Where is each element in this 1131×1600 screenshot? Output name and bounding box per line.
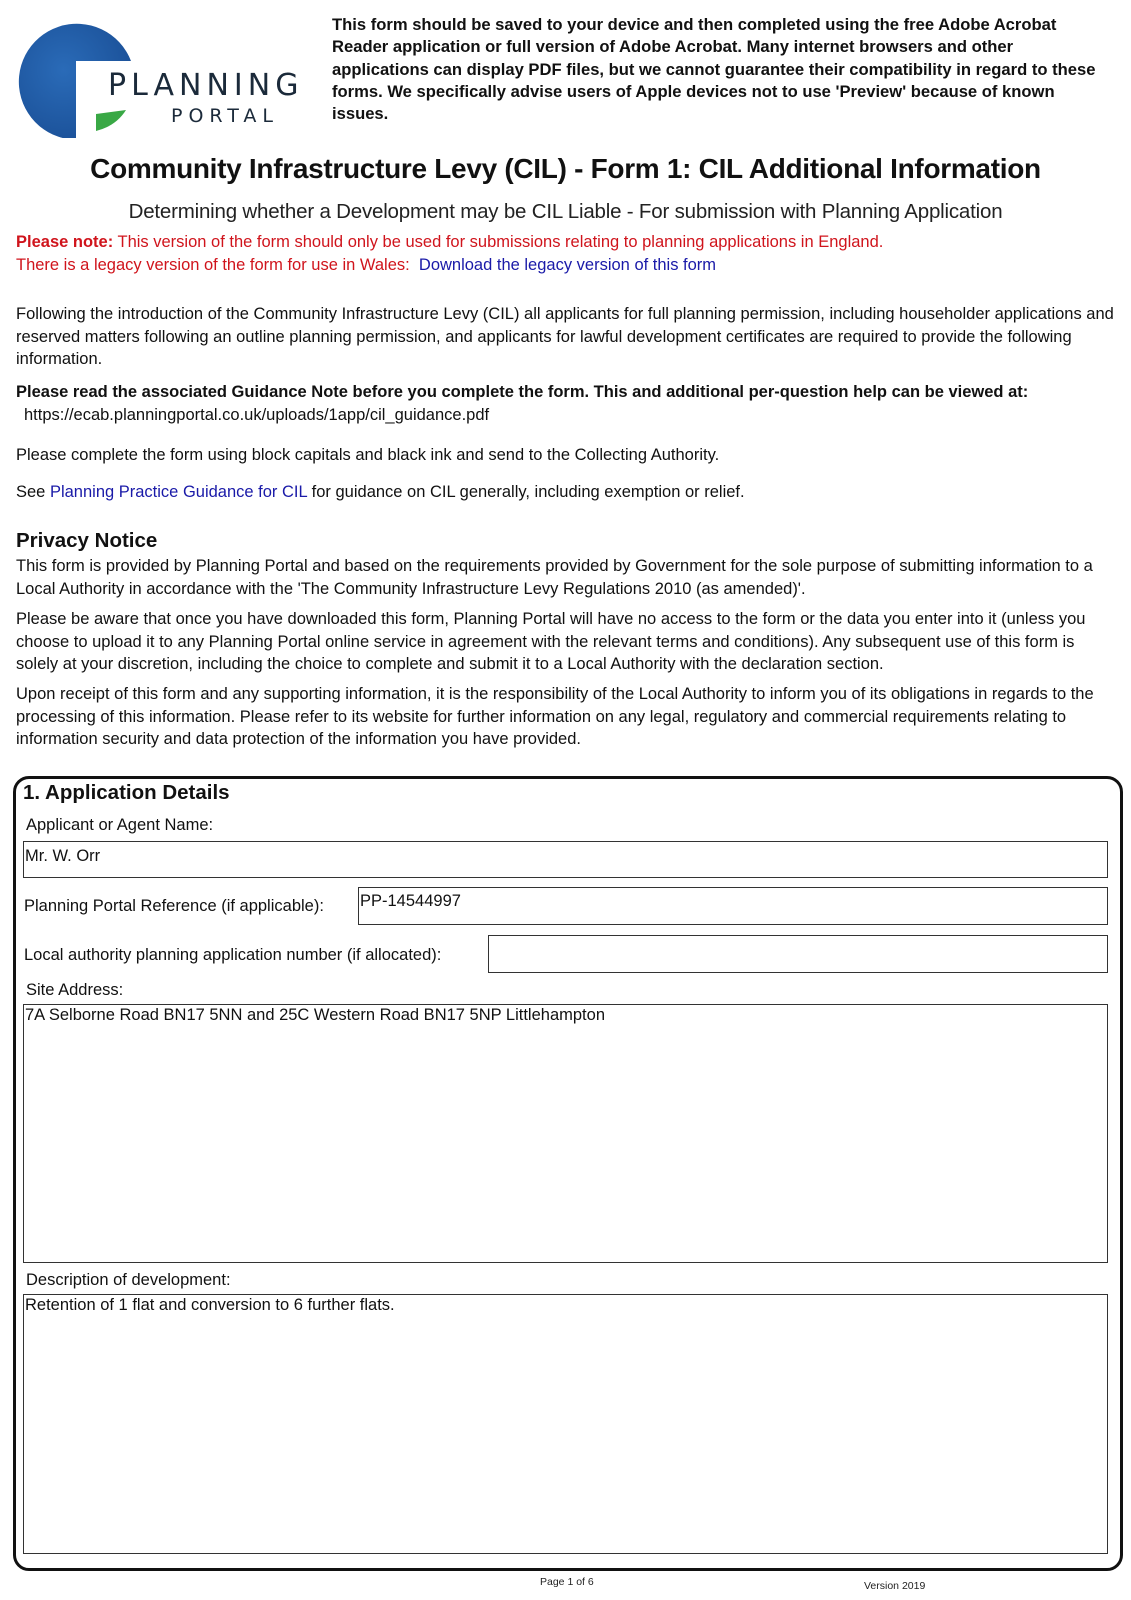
la-application-number-field[interactable] — [488, 935, 1108, 973]
wales-legacy-notice — [16, 256, 716, 275]
section-heading-application-details: 1. Application Details — [23, 781, 230, 804]
privacy-paragraph-3: Upon receipt of this form and any supporting information, it is the responsibility of the Local Authority to inform you of its obligations in regards to the processing of this information. Please refer to its website for further information on any legal, regulatory and commercial requirements relating to information security and data protection of the information you have provided. — [16, 685, 1094, 748]
page-number: Page 1 of 6 — [540, 1576, 594, 1588]
notice-text: This version of the form should only be used for submissions relating to planning applications in England. — [113, 233, 884, 251]
england-only-notice — [16, 233, 883, 252]
privacy-paragraph-1: This form is provided by Planning Portal and based on the requirements provided by Government for the sole purpose of submitting information to a Local Authority in accordance with the 'The Community Infrastructure Levy Regulations 2010 (as amended)'. — [16, 557, 1093, 598]
logo-text-planning: PLANNING — [108, 68, 304, 103]
applicant-name-label: Applicant or Agent Name: — [26, 816, 214, 834]
page-title: Community Infrastructure Levy (CIL) - Form 1: CIL Additional Information — [90, 153, 1041, 184]
description-field[interactable]: Retention of 1 flat and conversion to 6 further flats. — [23, 1294, 1108, 1554]
page-subtitle: Determining whether a Development may be CIL Liable - For submission with Planning Application — [128, 200, 1003, 223]
logo-text-portal: PORTAL — [171, 105, 279, 127]
download-legacy-link[interactable]: Download the legacy version of this form — [418, 256, 717, 274]
planning-practice-guidance-link[interactable]: Planning Practice Guidance for CIL — [49, 483, 308, 501]
description-label: Description of development: — [26, 1271, 231, 1289]
see-prefix: See — [16, 483, 50, 501]
site-address-label: Site Address: — [26, 981, 124, 999]
see-guidance-line — [16, 481, 1116, 504]
guidance-url-link[interactable]: https://ecab.planningportal.co.uk/uploads/1app/cil_guidance.pdf — [24, 406, 490, 424]
pp-reference-field[interactable]: PP-14544997 — [358, 887, 1108, 925]
applicant-name-field[interactable]: Mr. W. Orr — [23, 841, 1108, 878]
complete-instruction: Please complete the form using block capitals and black ink and send to the Collecting Authority. — [16, 446, 720, 464]
form-version: Version 2019 — [864, 1580, 926, 1592]
intro-paragraph: Following the introduction of the Community Infrastructure Levy (CIL) all applicants for full planning permission, including householder applications and reserved matters following an outline planning permission, and applicants for lawful development certificates are required to provide the following information. — [16, 305, 1114, 368]
see-suffix: for guidance on CIL generally, including exemption or relief. — [307, 483, 745, 501]
legacy-text: There is a legacy version of the form for use in Wales: — [16, 256, 410, 274]
notice-label: Please note: — [16, 233, 114, 251]
la-application-number-label: Local authority planning application number (if allocated): — [24, 946, 442, 964]
site-address-field[interactable]: 7A Selborne Road BN17 5NN and 25C Western Road BN17 5NP Littlehampton — [23, 1004, 1108, 1263]
planning-portal-logo — [16, 18, 304, 138]
privacy-notice-heading: Privacy Notice — [16, 529, 158, 552]
pp-reference-label: Planning Portal Reference (if applicable): — [24, 897, 324, 915]
software-advisory-note: This form should be saved to your device and then completed using the free Adobe Acrobat Reader application or full version of Adobe Acrobat. Many internet browsers and other applications can display PDF files, but we cannot guarantee their compatibility in regard to these forms. We specifically advise users of Apple devices not to use 'Preview' because of known issues. — [332, 15, 1096, 124]
guidance-instruction: Please read the associated Guidance Note before you complete the form. This and additional per-question help can be viewed at: — [16, 383, 1029, 401]
privacy-paragraph-2: Please be aware that once you have downloaded this form, Planning Portal will have no access to the form or the data you enter into it (unless you choose to upload it to any Planning Portal online service in agreement with the relevant terms and conditions). Any subsequent use of this form is solely at your discretion, including the choice to complete and submit it to a Local Authority with the declaration section. — [16, 610, 1086, 673]
